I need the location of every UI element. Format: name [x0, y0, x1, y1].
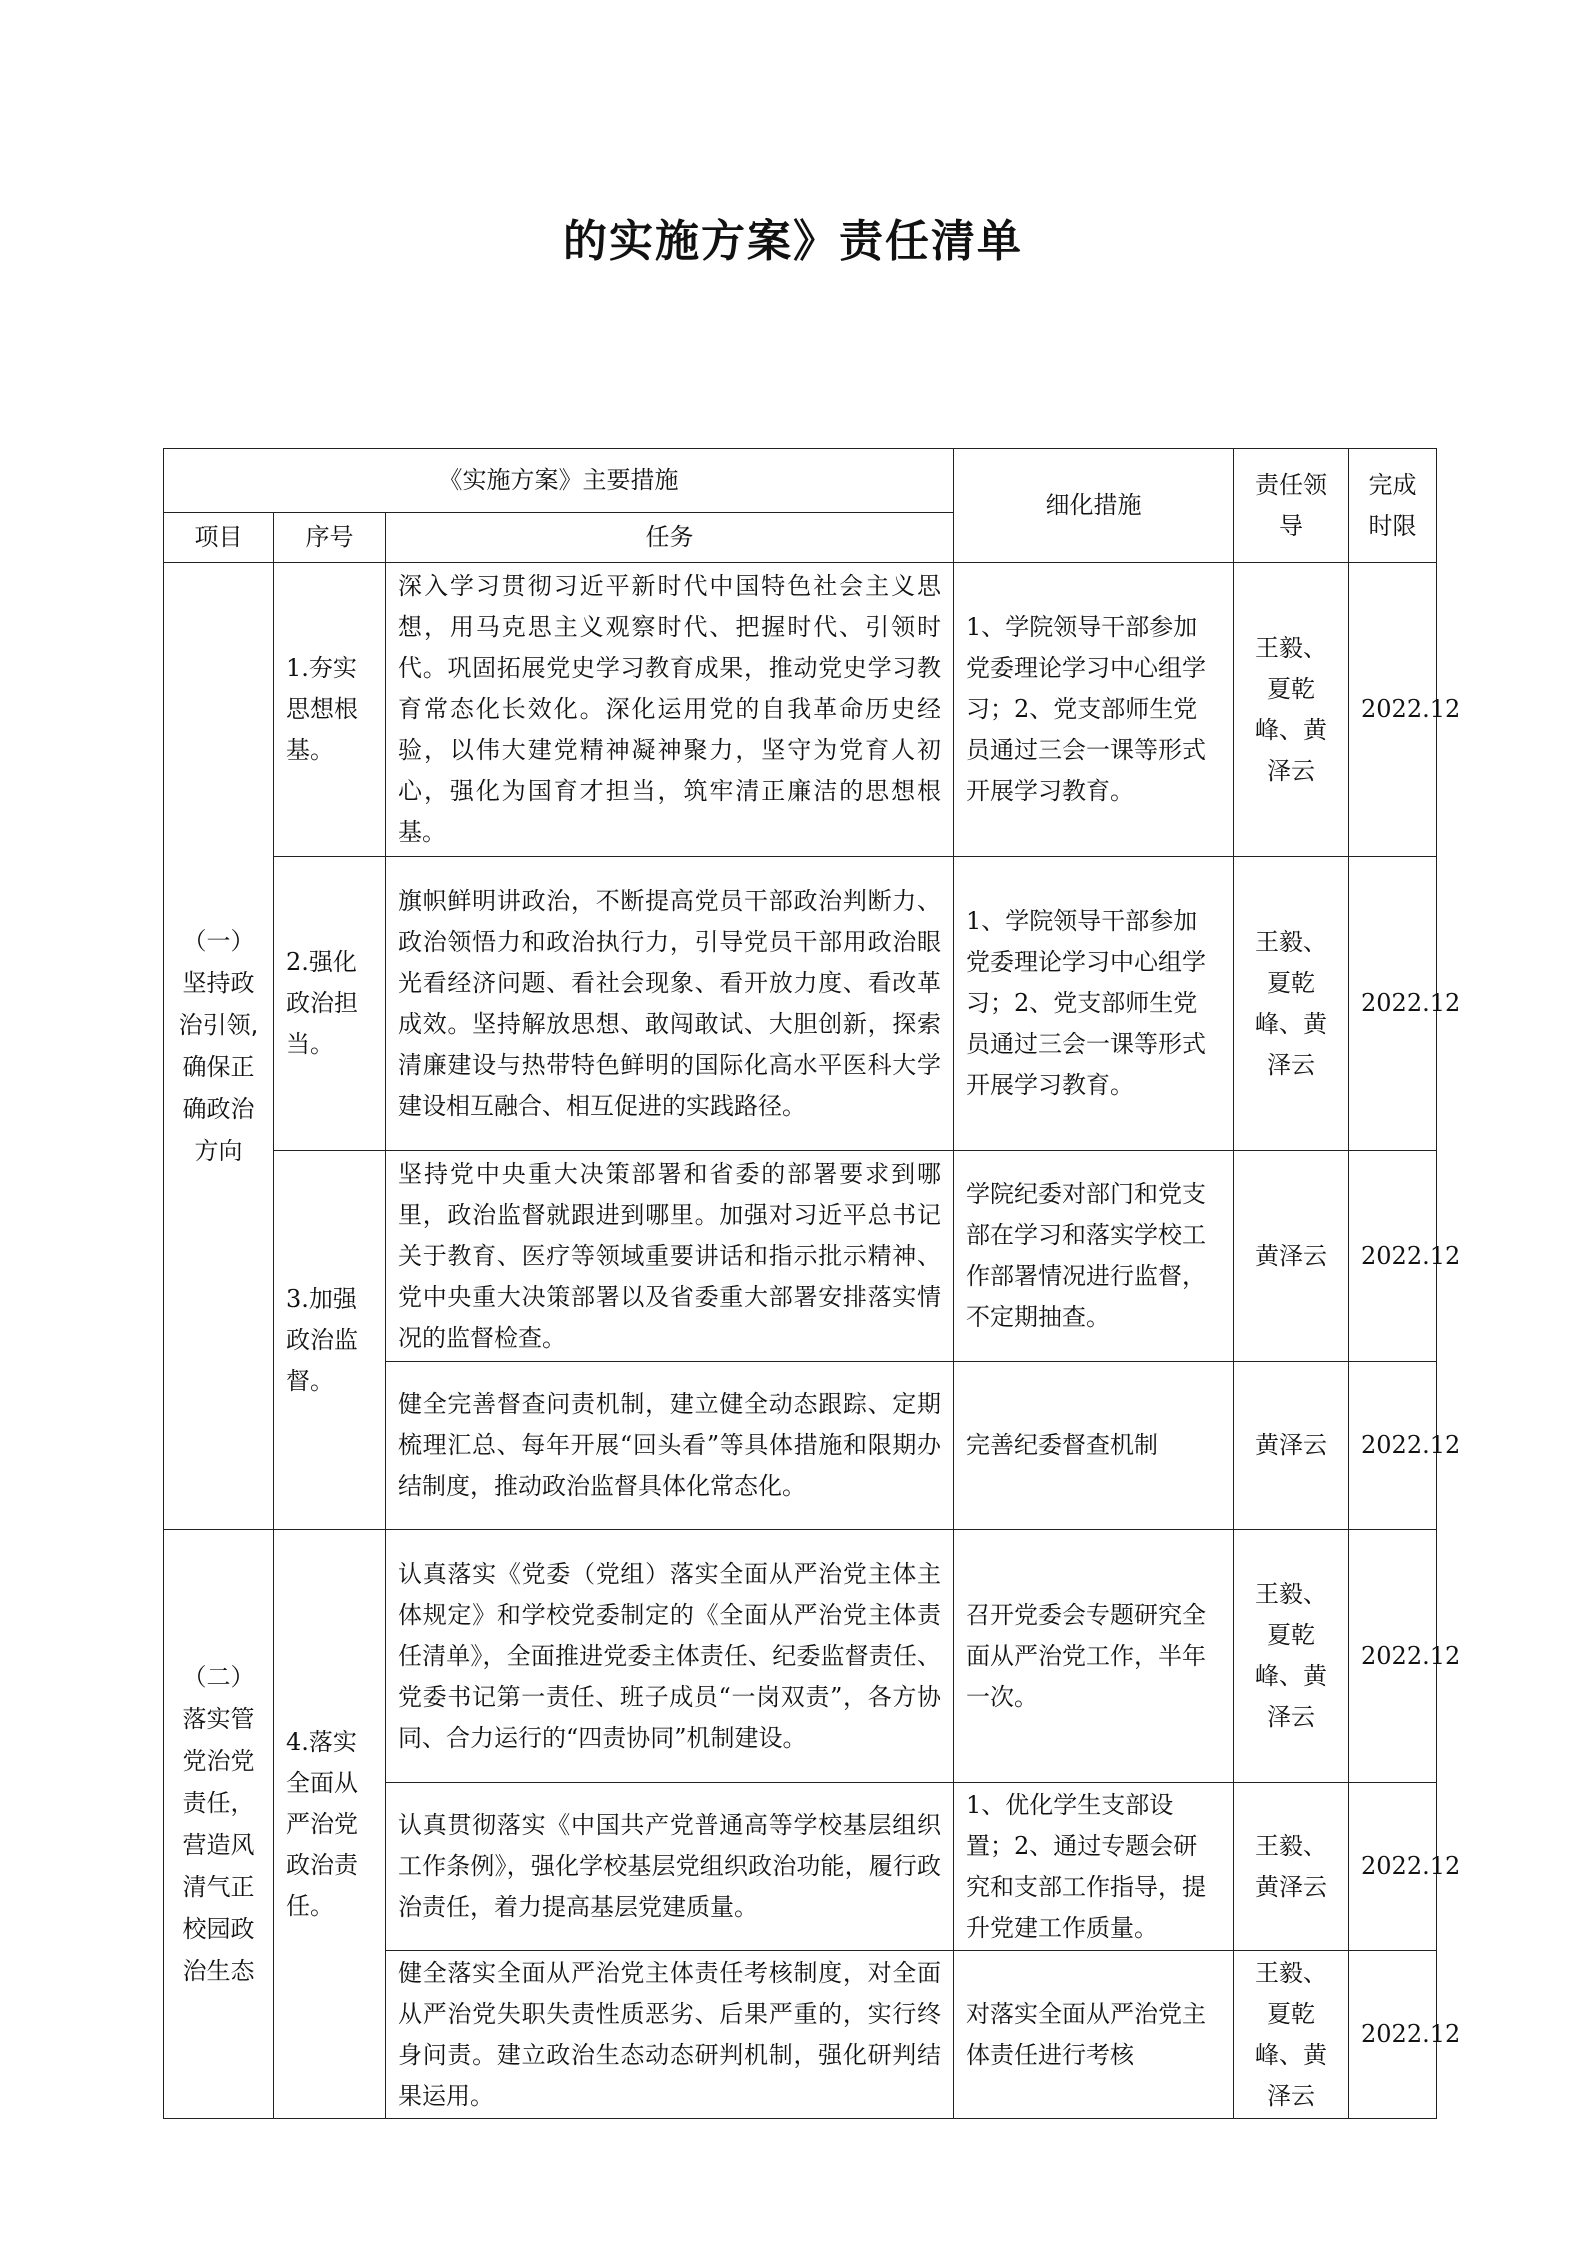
header-detail: 细化措施 [954, 449, 1234, 563]
header-seq: 序号 [274, 513, 386, 563]
task-cell: 深入学习贯彻习近平新时代中国特色社会主义思想，用马克思主义观察时代、把握时代、引领时代。巩固拓展党史学习教育成果，推动党史学习教育常态化长效化。深化运用党的自我革命历史经验，以伟大建党精神凝神聚力，坚守为党育人初心，强化为国育才担当，筑牢清正廉洁的思想根基。 [386, 563, 954, 857]
leader-cell: 王毅、夏乾峰、黄泽云 [1234, 857, 1349, 1151]
deadline-cell: 2022.12 [1349, 1151, 1437, 1362]
leader-cell: 王毅、夏乾峰、黄泽云 [1234, 1530, 1349, 1783]
detail-cell: 对落实全面从严治党主体责任进行考核 [954, 1951, 1234, 2119]
task-cell: 健全完善督查问责机制，建立健全动态跟踪、定期梳理汇总、每年开展“回头看”等具体措施和限期办结制度，推动政治监督具体化常态化。 [386, 1362, 954, 1530]
deadline-cell: 2022.12 [1349, 1783, 1437, 1951]
table-row [164, 1151, 1437, 1362]
header-row [164, 449, 1437, 513]
seq-cell: 4.落实全面从严治党政治责任。 [274, 1530, 386, 2119]
leader-cell: 黄泽云 [1234, 1362, 1349, 1530]
leader-cell: 黄泽云 [1234, 1151, 1349, 1362]
table-row [164, 857, 1437, 1151]
task-cell: 认真落实《党委（党组）落实全面从严治党主体主体规定》和学校党委制定的《全面从严治党主体责任清单》，全面推进党委主体责任、纪委监督责任、党委书记第一责任、班子成员“一岗双责”，各方协同、合力运行的“四责协同”机制建设。 [386, 1530, 954, 1783]
deadline-cell: 2022.12 [1349, 1951, 1437, 2119]
detail-cell: 学院纪委对部门和党支部在学习和落实学校工作部署情况进行监督，不定期抽查。 [954, 1151, 1234, 1362]
header-project: 项目 [164, 513, 274, 563]
page-title: 的实施方案》责任清单 [563, 216, 1023, 267]
deadline-cell: 2022.12 [1349, 563, 1437, 857]
header-task: 任务 [386, 513, 954, 563]
table-row [164, 563, 1437, 857]
seq-cell: 3.加强政治监督。 [274, 1151, 386, 1530]
header-measures-group: 《实施方案》主要措施 [164, 449, 954, 513]
leader-cell: 王毅、夏乾峰、黄泽云 [1234, 1951, 1349, 2119]
task-cell: 认真贯彻落实《中国共产党普通高等学校基层组织工作条例》，强化学校基层党组织政治功能，履行政治责任，着力提高基层党建质量。 [386, 1783, 954, 1951]
category-cell: （二）落实管党治党责任，营造风清气正校园政治生态 [164, 1530, 274, 2119]
detail-cell: 1、学院领导干部参加党委理论学习中心组学习；2、党支部师生党员通过三会一课等形式开展学习教育。 [954, 563, 1234, 857]
table-row [164, 1530, 1437, 1783]
detail-cell: 1、学院领导干部参加党委理论学习中心组学习；2、党支部师生党员通过三会一课等形式开展学习教育。 [954, 857, 1234, 1151]
task-cell: 坚持党中央重大决策部署和省委的部署要求到哪里，政治监督就跟进到哪里。加强对习近平总书记关于教育、医疗等领域重要讲话和指示批示精神、党中央重大决策部署以及省委重大部署安排落实情况的监督检查。 [386, 1151, 954, 1362]
seq-cell: 2.强化政治担当。 [274, 857, 386, 1151]
deadline-cell: 2022.12 [1349, 1530, 1437, 1783]
responsibility-table [163, 448, 1461, 2119]
header-deadline: 完成时限 [1349, 449, 1437, 563]
header-leader: 责任领导 [1234, 449, 1349, 563]
deadline-cell: 2022.12 [1349, 1362, 1437, 1530]
deadline-cell: 2022.12 [1349, 857, 1437, 1151]
seq-cell: 1.夯实思想根基。 [274, 563, 386, 857]
task-cell: 健全落实全面从严治党主体责任考核制度，对全面从严治党失职失责性质恶劣、后果严重的，实行终身问责。建立政治生态动态研判机制，强化研判结果运用。 [386, 1951, 954, 2119]
leader-cell: 王毅、黄泽云 [1234, 1783, 1349, 1951]
category-cell: （一）坚持政治引领,确保正确政治方向 [164, 563, 274, 1530]
detail-cell: 1、优化学生支部设置；2、通过专题会研究和支部工作指导，提升党建工作质量。 [954, 1783, 1234, 1951]
leader-cell: 王毅、夏乾峰、黄泽云 [1234, 563, 1349, 857]
detail-cell: 召开党委会专题研究全面从严治党工作，半年一次。 [954, 1530, 1234, 1783]
task-cell: 旗帜鲜明讲政治，不断提高党员干部政治判断力、政治领悟力和政治执行力，引导党员干部用政治眼光看经济问题、看社会现象、看开放力度、看改革成效。坚持解放思想、敢闯敢试、大胆创新，探索清廉建设与热带特色鲜明的国际化高水平医科大学建设相互融合、相互促进的实践路径。 [386, 857, 954, 1151]
detail-cell: 完善纪委督查机制 [954, 1362, 1234, 1530]
